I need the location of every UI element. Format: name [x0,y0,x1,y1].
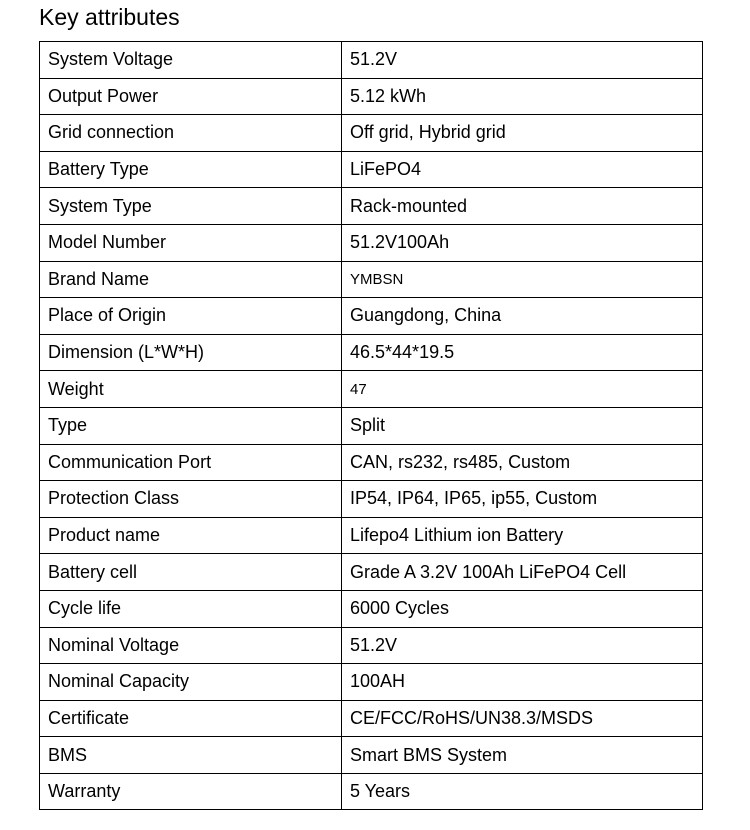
attribute-value: 47 [342,371,703,408]
attribute-name: Communication Port [40,444,342,481]
attribute-value: 5.12 kWh [342,78,703,115]
attribute-value: Grade A 3.2V 100Ah LiFePO4 Cell [342,554,703,591]
table-row [40,298,703,335]
attribute-name: Certificate [40,700,342,737]
attribute-name: Cycle life [40,590,342,627]
attribute-value: 100AH [342,664,703,701]
attribute-name: System Voltage [40,42,342,79]
table-row [40,371,703,408]
table-row [40,590,703,627]
attribute-name: Nominal Voltage [40,627,342,664]
attribute-value: 46.5*44*19.5 [342,334,703,371]
table-row [40,517,703,554]
attribute-name: Battery Type [40,151,342,188]
table-row [40,737,703,774]
page-title: Key attributes [39,4,180,30]
attribute-value: Rack-mounted [342,188,703,225]
table-row [40,627,703,664]
attribute-name: System Type [40,188,342,225]
table-row [40,554,703,591]
table-row [40,773,703,810]
table-row [40,224,703,261]
attribute-value: 51.2V [342,42,703,79]
table-row [40,444,703,481]
table-row [40,42,703,79]
attribute-value: 51.2V [342,627,703,664]
table-row [40,664,703,701]
attribute-value: Off grid, Hybrid grid [342,115,703,152]
attribute-name: Dimension (L*W*H) [40,334,342,371]
attribute-name: Place of Origin [40,298,342,335]
attribute-name: Type [40,407,342,444]
table-row [40,261,703,298]
table-row [40,115,703,152]
attribute-value: 51.2V100Ah [342,224,703,261]
attribute-value: Smart BMS System [342,737,703,774]
attribute-value: CE/FCC/RoHS/UN38.3/MSDS [342,700,703,737]
attribute-value: CAN, rs232, rs485, Custom [342,444,703,481]
attribute-name: Weight [40,371,342,408]
attribute-value: LiFePO4 [342,151,703,188]
attribute-name: Model Number [40,224,342,261]
attribute-name: Nominal Capacity [40,664,342,701]
attribute-value: IP54, IP64, IP65, ip55, Custom [342,481,703,518]
table-row [40,78,703,115]
table-row [40,700,703,737]
attributes-table [39,41,703,810]
attribute-name: BMS [40,737,342,774]
attribute-value: Guangdong, China [342,298,703,335]
attribute-name: Brand Name [40,261,342,298]
attribute-name: Warranty [40,773,342,810]
attribute-value: Lifepo4 Lithium ion Battery [342,517,703,554]
attribute-value: Split [342,407,703,444]
attribute-name: Product name [40,517,342,554]
attribute-name: Battery cell [40,554,342,591]
attribute-name: Grid connection [40,115,342,152]
table-row [40,481,703,518]
attribute-name: Protection Class [40,481,342,518]
table-row [40,407,703,444]
attribute-value: YMBSN [342,261,703,298]
table-row [40,151,703,188]
attribute-name: Output Power [40,78,342,115]
table-row [40,334,703,371]
attribute-value: 5 Years [342,773,703,810]
table-row [40,188,703,225]
attribute-value: 6000 Cycles [342,590,703,627]
